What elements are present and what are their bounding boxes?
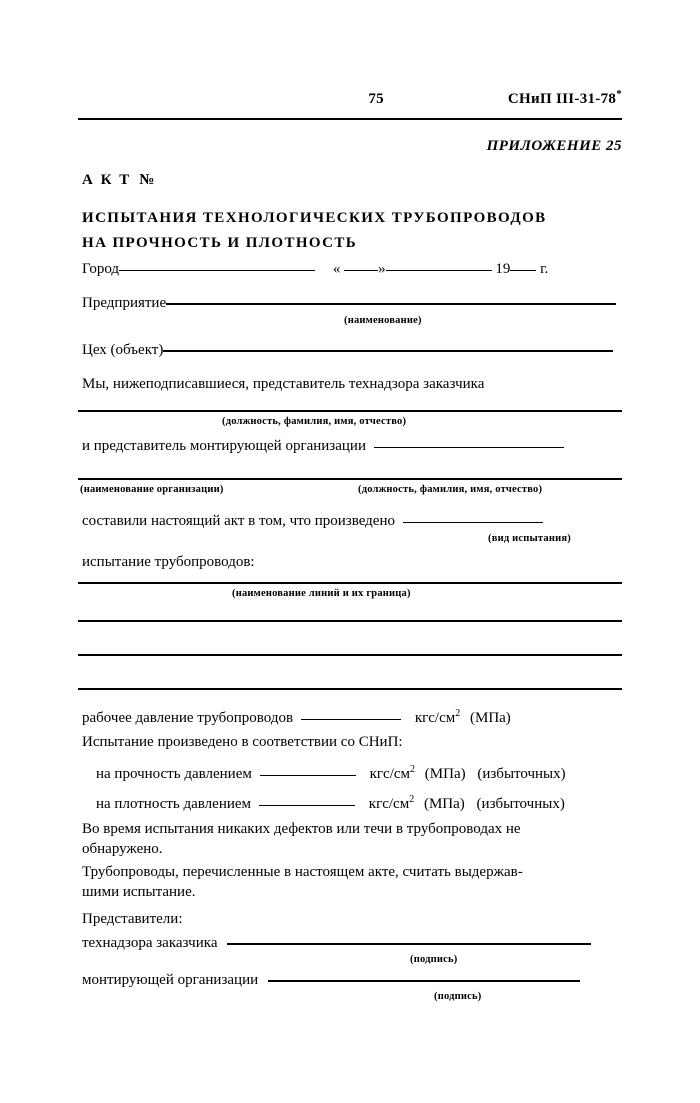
conclusion-line-4: шими испытание. xyxy=(82,884,196,900)
lines-input-rule-1[interactable] xyxy=(78,582,622,584)
footnote-marker: * xyxy=(616,88,622,100)
testing-label: испытание трубопроводов: xyxy=(82,554,255,570)
appendix-label: ПРИЛОЖЕНИЕ 25 xyxy=(486,138,622,154)
page-title xyxy=(82,206,602,256)
position-caption-1: (должность, фамилия, имя, отчество) xyxy=(222,416,407,427)
tightness-pressure-row xyxy=(96,794,565,813)
compiled-row xyxy=(82,513,543,530)
year-prefix: 19 xyxy=(495,261,511,277)
day-input[interactable] xyxy=(344,270,378,271)
tightness-pressure-input[interactable] xyxy=(259,805,355,806)
lines-input-rule-2[interactable] xyxy=(78,620,622,622)
lines-input-rule-4[interactable] xyxy=(78,688,622,690)
day-quote-close: » xyxy=(378,261,386,277)
signatures-heading: Представители: xyxy=(82,911,183,927)
installer-rep-input[interactable] xyxy=(374,447,564,448)
lines-input-rule-3[interactable] xyxy=(78,654,622,656)
page-title-line2: НА ПРОЧНОСТЬ И ПЛОТНОСТЬ xyxy=(82,235,358,251)
enterprise-input[interactable] xyxy=(166,303,616,305)
strength-pressure-label: на прочность давлением xyxy=(96,766,252,782)
conclusion-line-3: Трубопроводы, перечисленные в настоящем акте, считать выдержав- xyxy=(82,864,523,880)
installer-rep-label: и представитель монтирующей организации xyxy=(82,438,366,454)
year-input[interactable] xyxy=(510,270,536,271)
installer-signature-label: монтирующей организации xyxy=(82,972,259,988)
shop-input[interactable] xyxy=(163,350,613,352)
conclusion-line-2: обнаружено. xyxy=(82,841,163,857)
strength-pressure-input[interactable] xyxy=(260,775,356,776)
document-code: СНиП III-31-78* xyxy=(507,88,622,107)
unit-kgs-3: кгс/$см^2$ xyxy=(368,794,415,812)
installer-signature-row xyxy=(82,972,580,989)
shop-row xyxy=(82,342,613,359)
unit-mpa-2: (МПа) xyxy=(424,766,466,782)
working-pressure-label: рабочее давление трубопроводов xyxy=(82,710,294,726)
act-heading xyxy=(82,172,154,189)
excess-note-1: (избыточных) xyxy=(477,766,566,782)
unit-mpa-3: (МПа) xyxy=(423,796,465,812)
unit-kgs-1: кгс/$см^2$ xyxy=(414,708,461,726)
customer-signature-label: технадзора заказчика xyxy=(82,935,218,951)
undersigned-input-rule[interactable] xyxy=(78,410,622,412)
shop-label: Цех (объект) xyxy=(82,342,164,358)
act-label: А К Т xyxy=(82,172,132,188)
act-number-symbol: № xyxy=(139,172,155,188)
enterprise-label: Предприятие xyxy=(82,295,167,311)
excess-note-2: (избыточных) xyxy=(476,796,565,812)
enterprise-caption: (наименование) xyxy=(344,315,422,326)
working-pressure-row xyxy=(82,708,511,727)
installer-signature-input[interactable] xyxy=(268,980,580,982)
page-number: 75 xyxy=(368,91,384,107)
unit-mpa-1: (МПа) xyxy=(469,710,511,726)
city-date-row xyxy=(82,261,548,278)
unit-kgs-2: кгс/$см^2$ xyxy=(369,764,416,782)
customer-signature-row xyxy=(82,935,591,952)
city-input[interactable] xyxy=(119,270,315,271)
city-label: Город xyxy=(82,261,120,277)
installer-rep-row xyxy=(82,438,564,455)
compliance-text: Испытание произведено в соответствии со СНиП: xyxy=(82,734,403,750)
page-header xyxy=(78,88,622,108)
page-title-line1: ИСПЫТАНИЯ ТЕХНОЛОГИЧЕСКИХ ТРУБОПРОВОДОВ xyxy=(82,210,547,226)
position-caption-2: (должность, фамилия, имя, отчество) xyxy=(358,484,543,495)
enterprise-row xyxy=(82,295,616,312)
compiled-label: составили настоящий акт в том, что произведено xyxy=(82,513,395,529)
month-input[interactable] xyxy=(386,270,492,271)
tightness-pressure-label: на плотность давлением xyxy=(96,796,252,812)
test-kind-caption: (вид испытания) xyxy=(488,533,571,544)
signature-caption-2: (подпись) xyxy=(434,991,482,1002)
org-input-rule[interactable] xyxy=(78,478,622,480)
conclusion-line-1: Во время испытания никаких дефектов или течи в трубопроводах не xyxy=(82,821,521,837)
org-name-caption: (наименование организации) xyxy=(80,484,224,495)
customer-signature-input[interactable] xyxy=(227,943,591,945)
working-pressure-input[interactable] xyxy=(301,719,401,720)
undersigned-text: Мы, нижеподписавшиеся, представитель технадзора заказчика xyxy=(82,376,485,392)
day-quote-open: « xyxy=(332,261,341,277)
signature-caption-1: (подпись) xyxy=(410,954,458,965)
test-kind-input[interactable] xyxy=(403,522,543,523)
lines-caption: (наименование линий и их граница) xyxy=(232,588,411,599)
strength-pressure-row xyxy=(96,764,566,783)
year-suffix: г. xyxy=(540,261,549,277)
header-rule xyxy=(78,118,622,120)
